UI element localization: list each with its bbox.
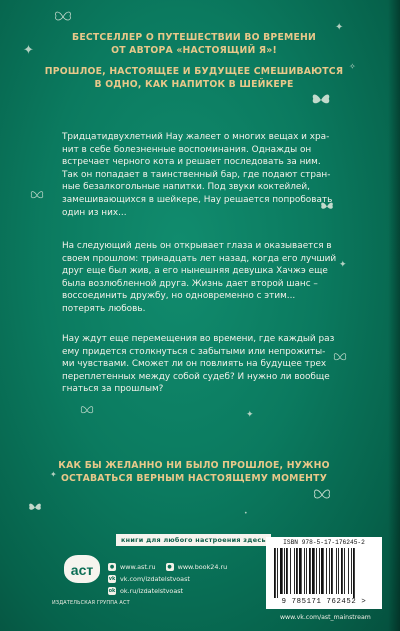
butterfly-icon [313, 488, 331, 502]
text-line: потерять любовь. [62, 303, 146, 314]
sparkle-icon: ✦ [50, 470, 57, 479]
text-line: была возлюбленной друга. Жизнь дает второй шанс – [62, 278, 318, 289]
barcode-bar [280, 548, 283, 594]
headline-line: ОСТАВАТЬСЯ ВЕРНЫМ НАСТОЯЩЕМУ МОМЕНТУ [60, 473, 328, 484]
blurb-paragraph-3 [62, 333, 352, 396]
barcode-block [266, 537, 382, 609]
barcode-bar [284, 548, 285, 594]
sparkle-icon: ✧ [349, 62, 356, 71]
text-line: переплетенных между собой судеб? И нужно ли вообще [62, 371, 330, 382]
headline-line: ПРОШЛОЕ, НАСТОЯЩЕЕ И БУДУЩЕЕ СМЕШИВАЮТСЯ [44, 66, 344, 77]
text-line: Тридцатидвухлетний Нау жалеет о многих вещах и хра- [62, 132, 330, 142]
barcode-bar [306, 548, 307, 594]
text-line: встречает черного кота и решает последовать за ним. [62, 157, 321, 168]
barcode-digits: 9 785171 762452 > [281, 598, 367, 606]
barcode-bar [277, 548, 278, 598]
text-line: своем прошлом: тринадцать лет назад, когда его лучший [62, 253, 337, 264]
barcode-bar [341, 548, 343, 594]
text-line: нит в себе болезненные воспоминания. Однажды он [62, 144, 312, 155]
ok-icon: ok [108, 588, 116, 594]
headline-mix [0, 65, 388, 91]
isbn-text: ISBN 978-5-17-176245-2 [283, 539, 365, 546]
sparkle-icon: ✦ [246, 410, 254, 420]
barcode-bar [348, 548, 349, 594]
ast-logo [62, 551, 102, 591]
text-line: Так он попадает в таинственный бар, где подают стран- [62, 169, 331, 180]
sparkle-icon: ✦ [339, 260, 347, 270]
text-line: ему придется столкнуться с забытыми или непрожиты- [62, 346, 326, 357]
barcode-bar [290, 548, 291, 594]
blurb-paragraph-2 [62, 240, 352, 316]
link-ast[interactable]: www.ast.ru [120, 563, 156, 571]
barcode-bar [353, 548, 355, 598]
barcode-bar [296, 548, 298, 594]
link-book24[interactable]: www.book24.ru [177, 563, 228, 571]
text-line: гнаться за прошлым? [62, 384, 164, 395]
butterfly-icon [28, 502, 42, 513]
headline-line: В ОДНО, КАК НАПИТОК В ШЕЙКЕРЕ [94, 79, 294, 90]
text-line: ные безалкогольные напитки. Под звуки коктейлей, [62, 182, 310, 193]
barcode-bar [286, 548, 288, 594]
sparkle-icon: • [244, 510, 248, 517]
barcode-bar [336, 548, 337, 594]
sparkle-icon: ✦ [23, 43, 34, 58]
barcode-bar [304, 548, 305, 594]
butterfly-icon [54, 10, 72, 24]
barcode-bar [299, 548, 302, 594]
barcode-bar [331, 548, 333, 594]
globe-icon: ● [167, 564, 172, 570]
headline-moment [0, 459, 388, 485]
text-line: На следующий день он открывает глаза и оказывается в [62, 241, 332, 251]
link-vk[interactable]: vk.com/izdatelstvoast [120, 575, 190, 583]
logo-text: aст [70, 562, 94, 578]
barcode-bar [316, 548, 317, 594]
blurb-paragraph-1 [62, 131, 352, 219]
barcode-graphic [272, 548, 376, 598]
barcode-bar [312, 548, 315, 594]
barcode-bar [294, 548, 295, 594]
butterfly-icon [311, 92, 331, 108]
link-ok[interactable]: ok.ru/izdatelstvoast [120, 587, 184, 595]
sparkle-icon: ✦ [335, 22, 344, 33]
butterfly-icon [30, 190, 44, 201]
tagline-badge: книги для любого настроения здесь [116, 534, 271, 546]
butterfly-icon [80, 405, 94, 416]
barcode-bar [274, 548, 276, 598]
publisher-links [108, 561, 227, 597]
headline-line: КАК БЫ ЖЕЛАННО НИ БЫЛО ПРОШЛОЕ, НУЖНО [58, 460, 330, 471]
vk-icon: vk [108, 576, 116, 582]
publisher-label: ИЗДАТЕЛЬСКАЯ ГРУППА АСТ [52, 600, 130, 606]
globe-icon: ● [109, 564, 115, 570]
barcode-bar [309, 548, 311, 594]
text-line: воссоединить дружбу, но одновременно с этим... [62, 291, 296, 302]
barcode-bar [321, 548, 324, 594]
text-line: Нау ждут еще перемещения во времени, где каждый раз [62, 334, 335, 344]
headline-bestseller [0, 31, 388, 57]
cover-spine-shadow [388, 0, 400, 631]
headline-line: ОТ АВТОРА «НАСТОЯЩИЙ Я»! [111, 45, 277, 56]
barcode-bar [338, 548, 339, 594]
barcode-bar [326, 548, 327, 594]
barcode-bar [319, 548, 320, 594]
text-line: замешивающихся в шейкере, Нау решается попробовать [62, 194, 333, 205]
headline-line: БЕСТСЕЛЛЕР О ПУТЕШЕСТВИИ ВО ВРЕМЕНИ [72, 32, 316, 43]
link-vk-mainstream[interactable]: www.vk.com/ast_mainstream [280, 614, 371, 621]
text-line: один из них... [62, 207, 127, 218]
barcode-bar [344, 548, 345, 594]
text-line: друг еще был жив, а его нынешняя девушка Хачжэ еще [62, 266, 328, 277]
barcode-bar [329, 548, 330, 594]
barcode-bar [351, 548, 352, 594]
text-line: ми чувствами. Сможет ли он повлиять на будущее трех [62, 359, 327, 370]
